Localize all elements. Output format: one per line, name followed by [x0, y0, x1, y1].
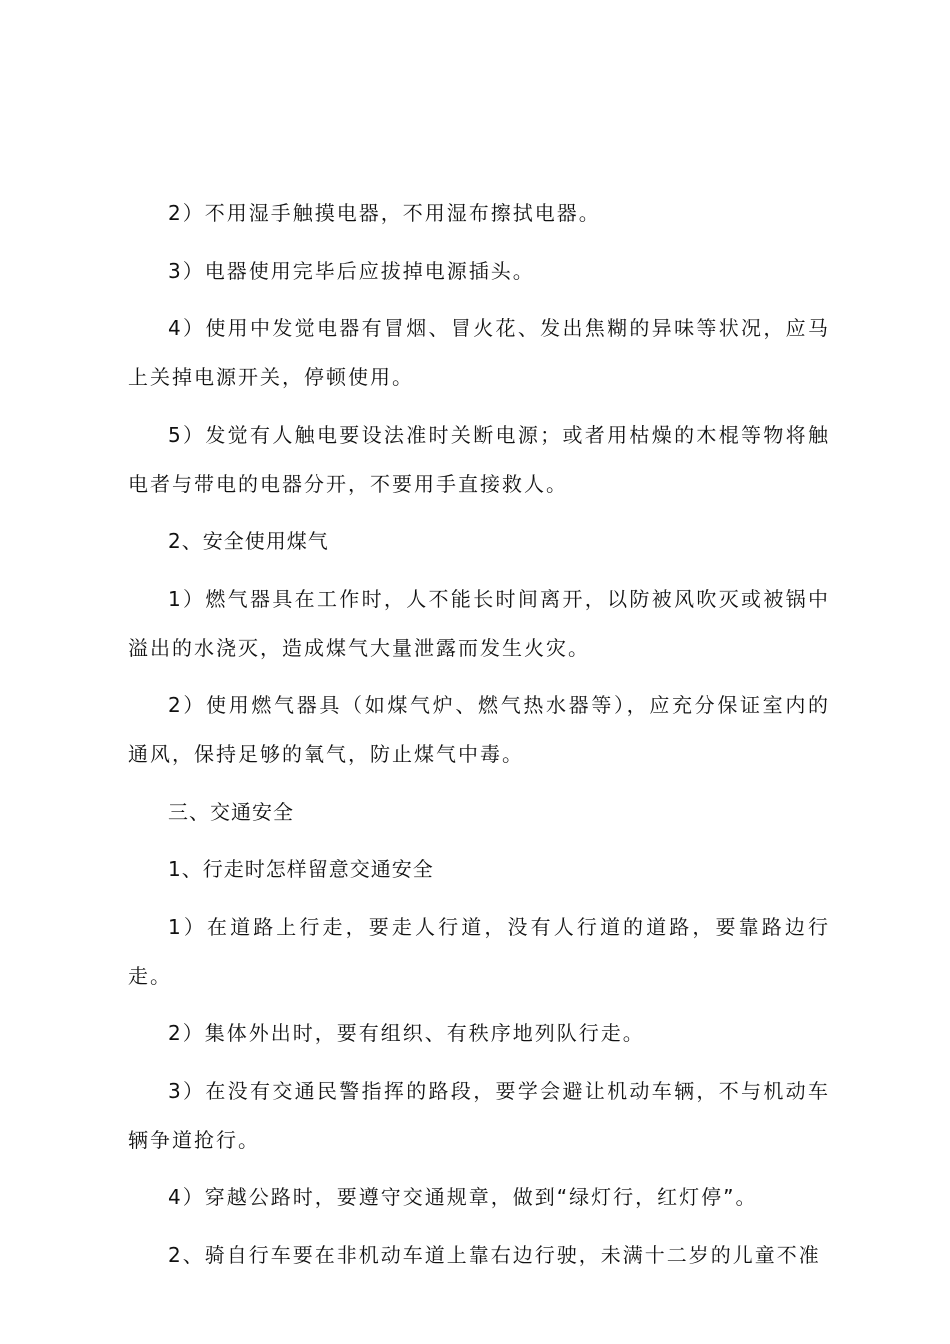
paragraph-group-outing: 2）集体外出时，要有组织、有秩序地列队行走。 [168, 1021, 645, 1045]
section-heading-gas-safety: 2、安全使用煤气 [168, 529, 329, 553]
paragraph-gas-appliance-attend: 1）燃气器具在工作时，人不能长时间离开，以防被风吹灭或被锅中溢出的水浇灭，造成煤气大量泄露而发生火灾。 [128, 586, 830, 660]
paragraph-yield-vehicles: 3）在没有交通民警指挥的路段，要学会避让机动车辆，不与机动车辆争道抢行。 [128, 1078, 830, 1152]
paragraph-electric-wet-hands: 2）不用湿手触摸电器，不用湿布擦拭电器。 [168, 201, 601, 225]
subsection-heading-walking: 1、行走时怎样留意交通安全 [168, 857, 434, 881]
paragraph-gas-ventilation: 2）使用燃气器具（如煤气炉、燃气热水器等），应充分保证室内的通风，保持足够的氧气，防止煤气中毒。 [128, 693, 830, 766]
paragraph-electric-shock-rescue: 5）发觉有人触电要设法准时关断电源；或者用枯燥的木棍等物将触电者与带电的电器分开，不要用手直接救人。 [128, 422, 830, 496]
paragraph-appliance-smoke: 4）使用中发觉电器有冒烟、冒火花、发出焦糊的异味等状况，应马上关掉电源开关，停顿使用。 [128, 316, 830, 389]
paragraph-bicycle-rules: 2、骑自行车要在非机动车道上靠右边行驶，未满十二岁的儿童不准 [168, 1242, 821, 1267]
section-heading-traffic-safety: 三、交通安全 [168, 799, 294, 824]
paragraph-sidewalk: 1）在道路上行走，要走人行道，没有人行道的道路，要靠路边行走。 [128, 914, 830, 988]
document-body [128, 189, 830, 1288]
paragraph-crossing-road: 4）穿越公路时，要遵守交通规章，做到“绿灯行，红灯停”。 [168, 1185, 758, 1209]
paragraph-unplug-appliance: 3）电器使用完毕后应拔掉电源插头。 [168, 258, 535, 283]
